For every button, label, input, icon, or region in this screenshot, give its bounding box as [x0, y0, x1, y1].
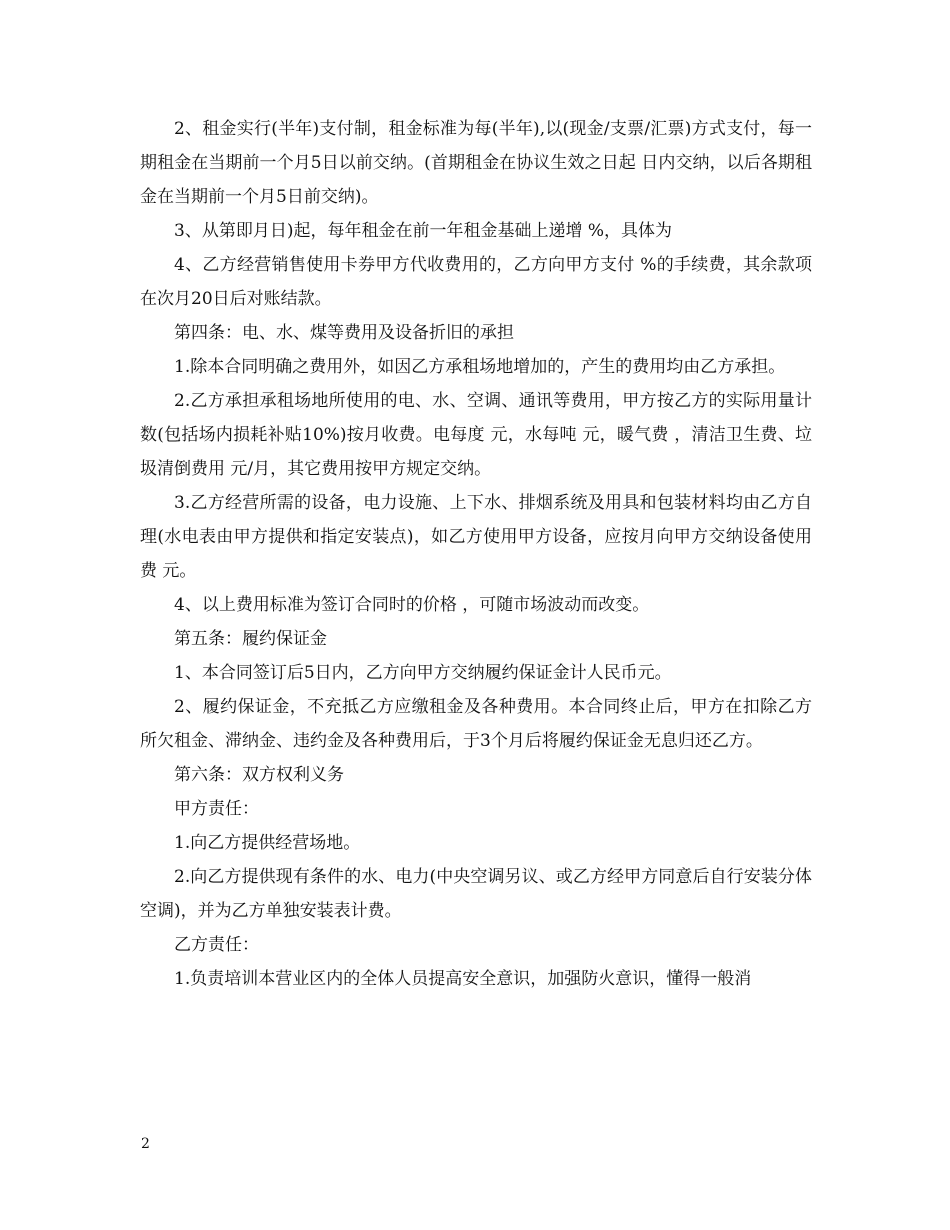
- article-4-heading: 第四条：电、水、煤等费用及设备折旧的承担: [174, 323, 514, 343]
- party-b-responsibilities-heading: 乙方责任：: [174, 935, 259, 955]
- paragraph-rent-increase: 3、从第即月日)起，每年租金在前一年租金基础上递增 %，具体为: [174, 221, 673, 241]
- paragraph-rent-payment: 2、租金实行(半年)支付制，租金标准为每(半年),以(现金/支票/汇票)方式支付，每一期租金在当期前一个月5日以前交纳。(首期租金在协议生效之日起 日内交纳，以后各期租金在当期前一个月5日前交纳)。: [140, 119, 812, 207]
- paragraph-article-4-item-1: 1.除本合同明确之费用外，如因乙方承租场地增加的，产生的费用均由乙方承担。: [174, 357, 786, 377]
- paragraph-article-5-item-1: 1、本合同签订后5日内，乙方向甲方交纳履约保证金计人民币元。: [174, 663, 672, 683]
- paragraph-party-a-item-1: 1.向乙方提供经营场地。: [174, 833, 361, 853]
- article-5-heading: 第五条：履约保证金: [174, 629, 327, 649]
- article-6-heading: 第六条：双方权利义务: [174, 765, 344, 785]
- paragraph-article-4-item-3: 3.乙方经营所需的设备，电力设施、上下水、排烟系统及用具和包装材料均由乙方自理(水电表由甲方提供和指定安装点)，如乙方使用甲方设备，应按月向甲方交纳设备使用费 元。: [140, 493, 812, 581]
- paragraph-article-5-item-2: 2、履约保证金，不充抵乙方应缴租金及各种费用。本合同终止后，甲方在扣除乙方所欠租金、滞纳金、违约金及各种费用后，于3个月后将履约保证金无息归还乙方。: [140, 697, 812, 751]
- paragraph-article-4-item-2: 2.乙方承担承租场地所使用的电、水、空调、通讯等费用，甲方按乙方的实际用量计数(包括场内损耗补贴10%)按月收费。电每度 元，水每吨 元，暖气费 ，清洁卫生费、垃圾清倒费用 元/月，其它费用按甲方规定交纳。: [140, 391, 812, 479]
- paragraph-card-fee: 4、乙方经营销售使用卡券甲方代收费用的，乙方向甲方支付 %的手续费，其余款项在次月20日后对账结款。: [140, 255, 812, 309]
- page-number: 2: [141, 1136, 150, 1152]
- paragraph-article-4-item-4: 4、以上费用标准为签订合同时的价格 ，可随市场波动而改变。: [174, 595, 650, 615]
- party-a-responsibilities-heading: 甲方责任：: [174, 799, 259, 819]
- document-body: [140, 112, 812, 996]
- paragraph-party-b-item-1: 1.负责培训本营业区内的全体人员提高安全意识，加强防火意识，懂得一般消: [174, 969, 752, 989]
- paragraph-party-a-item-2: 2.向乙方提供现有条件的水、电力(中央空调另议、或乙方经甲方同意后自行安装分体空调)，并为乙方单独安装表计费。: [140, 867, 812, 921]
